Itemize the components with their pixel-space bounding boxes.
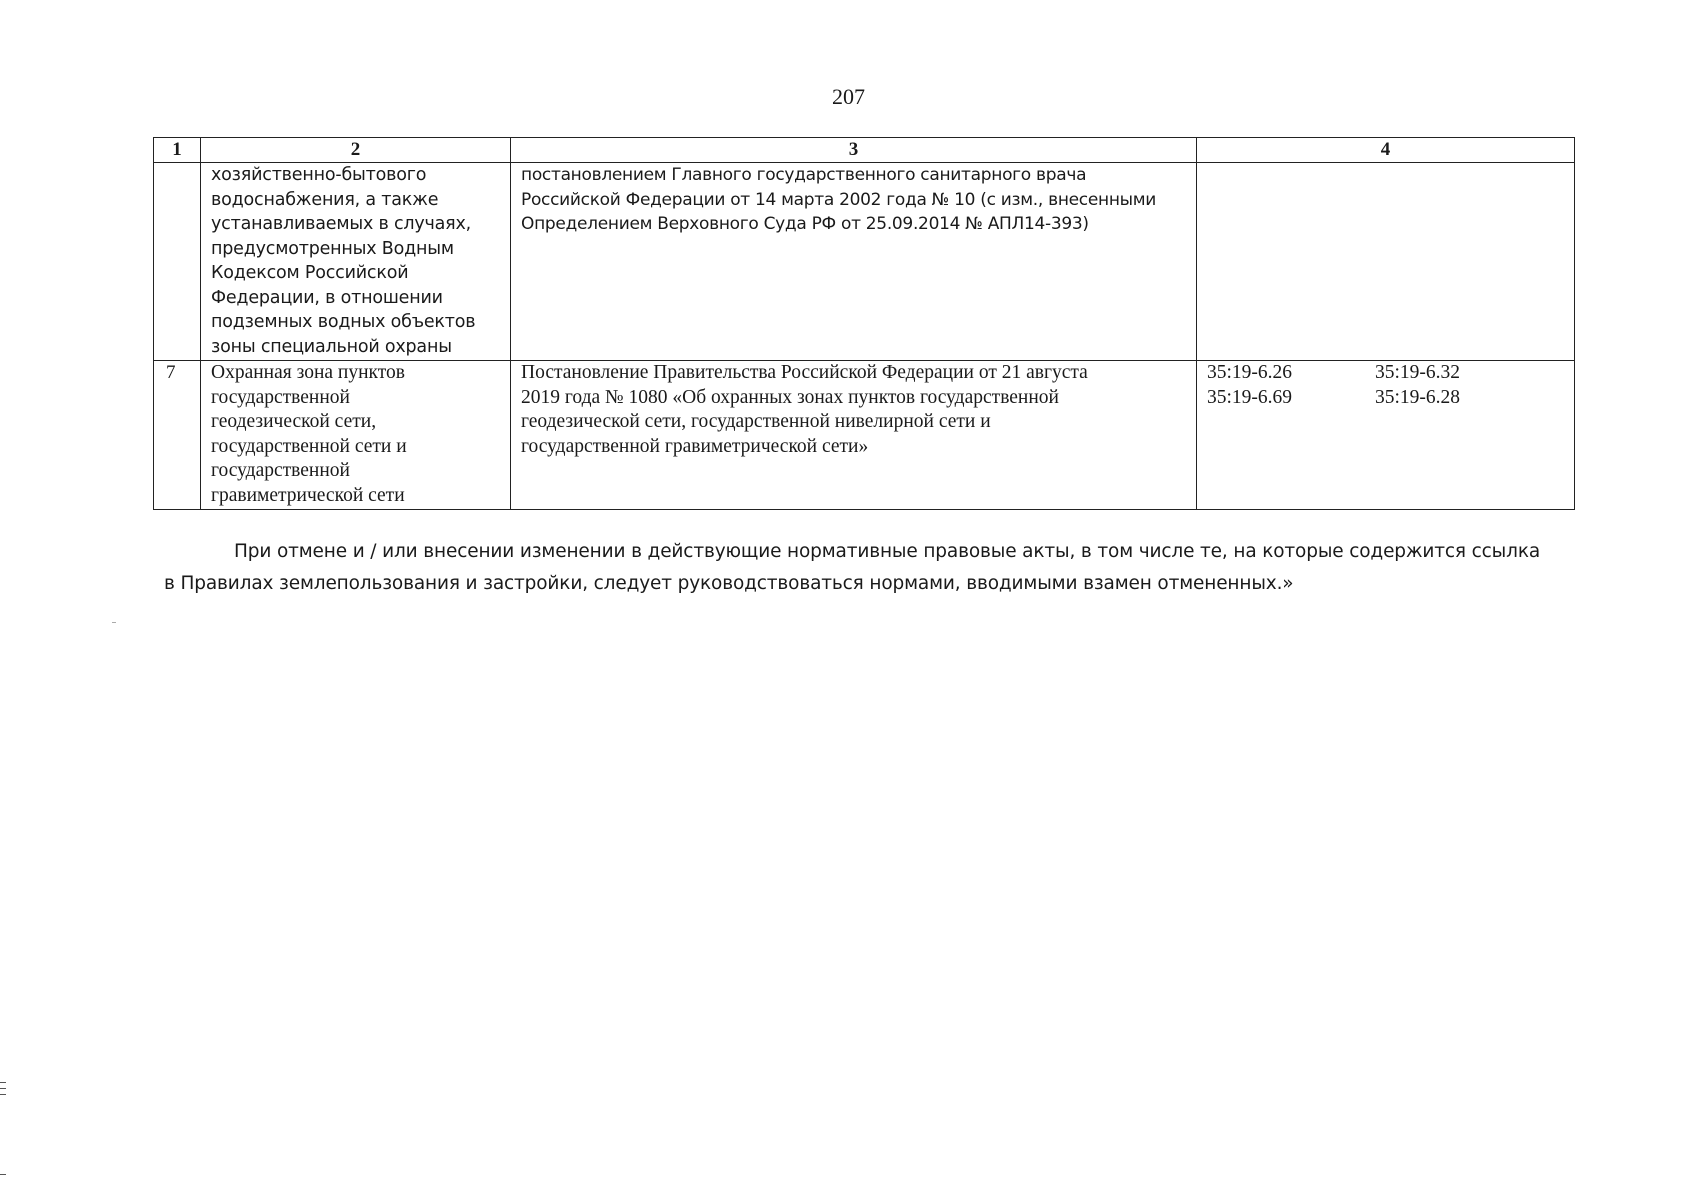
closing-paragraph-line: в Правилах землепользования и застройки, следует руководствоваться нормами, вводимыми взамен отмененных.» (164, 573, 1294, 594)
page-number: 207 (832, 84, 865, 109)
header-col-3: 3 (511, 138, 1197, 163)
zone-name-line: устанавливаемых в случаях, (211, 214, 472, 234)
legal-basis-line: Российской Федерации от 14 марта 2002 года № 10 (с изм., внесенными (521, 189, 1157, 210)
zone-code: 35:19-6.28 (1375, 386, 1461, 408)
scan-speck (112, 622, 116, 623)
zone-name-line: предусмотренных Водным (211, 238, 454, 259)
zone-name-line: хозяйственно-бытового (211, 165, 427, 185)
margin-tick (0, 1082, 6, 1083)
closing-paragraph-line: При отмене и / или внесении изменении в действующие нормативные правовые акты, в том числе те, на которые содержится ссылка (234, 541, 1541, 562)
row-number: 7 (154, 361, 201, 510)
zone-name-line: Федерации, в отношении (211, 287, 443, 308)
margin-tick (0, 1094, 6, 1095)
zone-name-line: водоснабжения, а также (211, 189, 439, 210)
zone-code: 35:19-6.32 (1375, 362, 1461, 383)
margin-tick (0, 1174, 6, 1175)
table-row (154, 163, 1575, 361)
legal-basis-line: государственной гравиметрической сети» (521, 435, 869, 457)
zone-name-cell (201, 361, 511, 510)
zone-code: 35:19-6.69 (1207, 386, 1293, 408)
zone-name-line: геодезической сети, (211, 411, 377, 432)
legal-basis-line: Постановление Правительства Российской Федерации от 21 августа (521, 362, 1088, 383)
legal-basis-line: 2019 года № 1080 «Об охранных зонах пунктов государственной (521, 386, 1059, 408)
zones-table (153, 137, 1575, 510)
zone-name-line: государственной (211, 386, 350, 408)
zone-name-line: подземных водных объектов (211, 312, 476, 332)
header-col-1: 1 (154, 138, 201, 163)
header-col-4: 4 (1197, 138, 1575, 163)
header-col-2: 2 (201, 138, 511, 163)
zone-name-line: Охранная зона пунктов (211, 362, 405, 383)
zone-name-line: зоны специальной охраны (211, 336, 452, 357)
legal-basis-line: постановлением Главного государственного санитарного врача (521, 165, 1087, 185)
zone-name-line: гравиметрической сети (211, 484, 405, 506)
zone-code: 35:19-6.26 (1207, 362, 1293, 383)
table-header-row (154, 138, 1575, 163)
legal-basis-line: геодезической сети, государственной нивелирной сети и (521, 411, 991, 432)
zone-codes-cell (1197, 361, 1575, 510)
legal-basis-cell (511, 361, 1197, 510)
margin-tick (0, 1088, 6, 1089)
row-number (154, 163, 201, 361)
zone-name-line: государственной сети и (211, 435, 407, 457)
legal-basis-cell (511, 163, 1197, 361)
zone-name-line: Кодексом Российской (211, 263, 409, 283)
zone-codes-grid (1207, 361, 1564, 410)
zone-codes-cell (1197, 163, 1575, 361)
zone-name-cell (201, 163, 511, 361)
closing-paragraph (164, 536, 1574, 600)
zone-name-line: государственной (211, 460, 350, 481)
legal-basis-line: Определением Верховного Суда РФ от 25.09.2014 № АПЛ14-393) (521, 214, 1089, 234)
table-row (154, 361, 1575, 510)
